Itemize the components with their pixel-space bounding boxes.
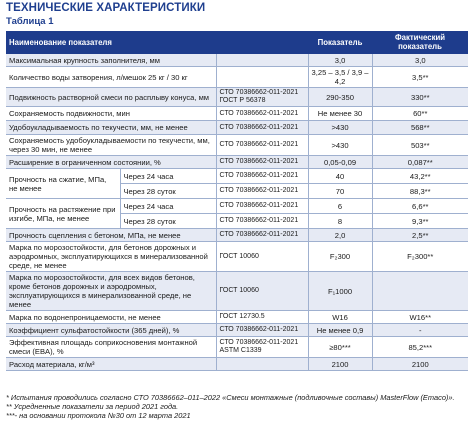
row-value: Не менее 30 [308,107,372,121]
row-actual: - [372,324,468,337]
specs-table [6,31,468,371]
row-period: Через 28 суток [120,184,216,199]
row-value: F₁1000 [308,272,372,311]
table-row [6,88,468,107]
table-row [6,135,468,156]
row-standard: СТО 70386662-011-2021 [216,199,308,214]
table-row [6,311,468,324]
row-name: Сохраняемость подвижности, мин [6,107,216,121]
table-row [6,229,468,242]
row-standard [216,358,308,371]
row-actual: 43,2** [372,169,468,184]
row-period: Через 24 часа [120,199,216,214]
row-name: Коэффициент сульфатостойкости (365 дней), % [6,324,216,337]
row-standard: СТО 70386662-011-2021 ГОСТ Р 56378 [216,88,308,107]
row-name: Эффективная площадь соприкосновения монтажной смеси (EBA), % [6,337,216,358]
row-standard [216,54,308,67]
page-title: ТЕХНИЧЕСКИЕ ХАРАКТЕРИСТИКИ [6,2,206,14]
row-value: >430 [308,121,372,135]
footnotes [6,393,468,420]
row-value: ≥80*** [308,337,372,358]
row-actual: F₂300** [372,242,468,272]
row-actual: 9,3** [372,214,468,229]
row-value: F₂300 [308,242,372,272]
row-standard [216,67,308,88]
table-caption: Таблица 1 [6,16,54,27]
footnote: * Испытания проводились согласно СТО 70386662–011–2022 «Смеси монтажные (подливочные составы) MasterFlow (Emaco)». [6,393,455,402]
table-row [6,67,468,88]
row-value: 290-350 [308,88,372,107]
row-standard: СТО 70386662-011-2021 [216,135,308,156]
row-name: Количество воды затворения, л/мешок 25 кг / 30 кг [6,67,216,88]
row-value: 6 [308,199,372,214]
row-actual: 60** [372,107,468,121]
row-name: Сохраняемость удобоукладываемости по текучести, мм, через 30 мин, не менее [6,135,216,156]
row-name: Подвижность растворной смеси по расплыву конуса, мм [6,88,216,107]
row-standard: СТО 70386662-011-2021 [216,169,308,184]
footnote: ***- на основании протокола №30 от 12 марта 2021 [6,411,191,420]
col-header-name: Наименование показателя [6,31,308,54]
row-value: 2100 [308,358,372,371]
row-actual: 88,3** [372,184,468,199]
row-standard: СТО 70386662-011-2021 [216,121,308,135]
row-actual: 6,6** [372,199,468,214]
table-row [6,272,468,311]
row-actual: W16** [372,311,468,324]
footnote: ** Усредненные показатели за период 2021 года. [6,402,179,411]
row-period: Через 24 часа [120,169,216,184]
row-name: Марка по морозостойкости, для бетонов дорожных и аэродромных, эксплуатирующихся в минерализованной среде, не менее [6,242,216,272]
row-name: Удобоукладываемость по текучести, мм, не менее [6,121,216,135]
row-value: 3,25 – 3,5 / 3,9 – 4,2 [308,67,372,88]
row-name: Расширение в ограниченном состоянии, % [6,156,216,169]
table-row [6,121,468,135]
row-name: Марка по морозостойкости, для всех видов бетонов, кроме бетонов дорожных и аэродромных, эксплуатирующихся в минерализованной среде, не менее [6,272,216,311]
row-standard: СТО 70386662-011-2021 [216,184,308,199]
row-actual: 3,5** [372,67,468,88]
row-actual: 330** [372,88,468,107]
table-row [6,199,468,214]
row-value: 8 [308,214,372,229]
row-standard: СТО 70386662-011-2021 ASTM C1339 [216,337,308,358]
row-value: 3,0 [308,54,372,67]
row-standard: СТО 70386662-011-2021 [216,229,308,242]
table-row [6,169,468,184]
row-actual: 0,087** [372,156,468,169]
row-name: Расход материала, кг/м³ [6,358,216,371]
col-header-actual: Фактический показатель [372,31,468,54]
table-row [6,156,468,169]
row-standard: СТО 70386662-011-2021 [216,107,308,121]
row-period: Через 28 суток [120,214,216,229]
table-row [6,337,468,358]
row-standard: ГОСТ 12730.5 [216,311,308,324]
row-actual [372,272,468,311]
row-value: >430 [308,135,372,156]
table-row [6,107,468,121]
row-actual: 85,2*** [372,337,468,358]
col-header-indicator: Показатель [308,31,372,54]
row-actual: 2,5** [372,229,468,242]
row-standard: ГОСТ 10060 [216,242,308,272]
row-value: 2,0 [308,229,372,242]
row-value: Не менее 0,9 [308,324,372,337]
row-standard: СТО 70386662-011-2021 [216,156,308,169]
row-standard: СТО 70386662-011-2021 [216,214,308,229]
row-value: W16 [308,311,372,324]
table-row [6,54,468,67]
row-standard: СТО 70386662-011-2021 [216,324,308,337]
row-value: 40 [308,169,372,184]
table-header-row [6,31,468,54]
row-value: 70 [308,184,372,199]
row-actual: 503** [372,135,468,156]
table-row [6,242,468,272]
row-standard: ГОСТ 10060 [216,272,308,311]
row-name: Максимальная крупность заполнителя, мм [6,54,216,67]
table-row [6,324,468,337]
row-name: Прочность на растяжение при изгибе, МПа, не менее [6,199,120,229]
row-actual: 2100 [372,358,468,371]
row-name: Прочность сцепления с бетоном, МПа, не менее [6,229,216,242]
table-row [6,358,468,371]
row-name: Прочность на сжатие, МПа, не менее [6,169,120,199]
row-value: 0,05-0,09 [308,156,372,169]
row-actual: 568** [372,121,468,135]
row-name: Марка по водонепроницаемости, не менее [6,311,216,324]
row-actual: 3,0 [372,54,468,67]
